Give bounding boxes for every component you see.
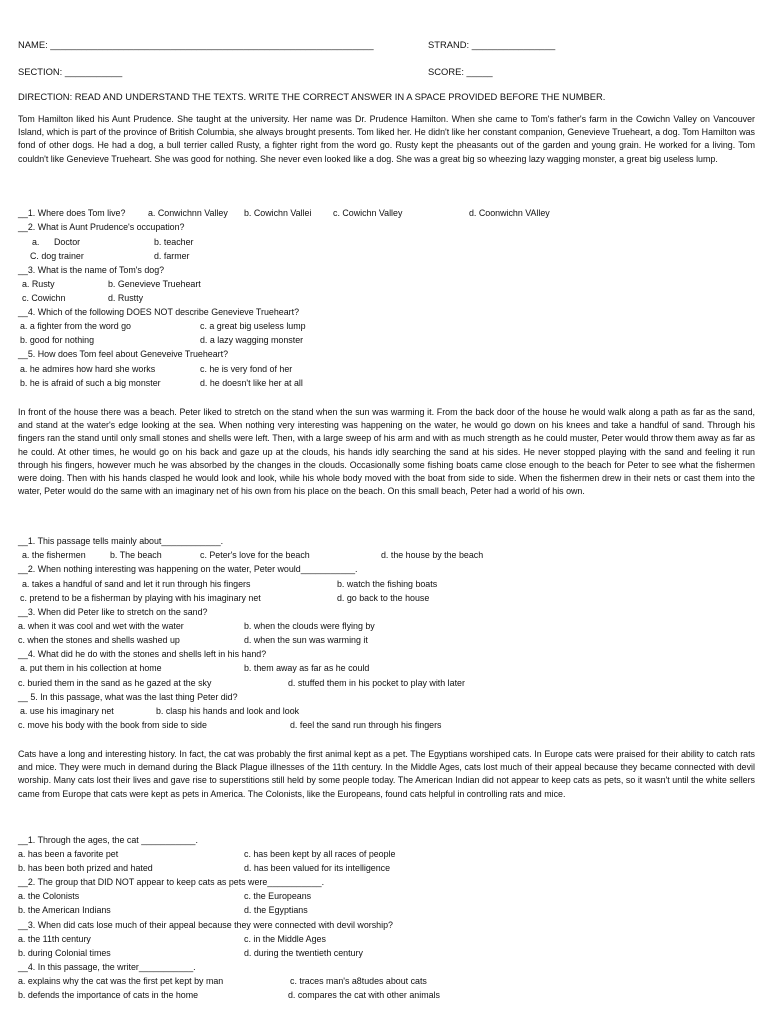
question-3-2: __2. The group that DID NOT appear to keep cats as pets were___________. (18, 877, 325, 887)
choice: a. Conwichnn Valley (148, 208, 228, 218)
choice: b. watch the fishing boats (337, 579, 438, 589)
choice: d. Rustty (108, 293, 144, 303)
strand-field: STRAND: ________________ (428, 39, 556, 50)
choice: a. Rusty (22, 279, 55, 289)
choice: d. stuffed them in his pocket to play with later (288, 678, 465, 688)
choice: a. he admires how hard she works (20, 364, 156, 374)
choice: d. Coonwichn VAlley (469, 208, 550, 218)
choice: c. has been kept by all races of people (244, 849, 396, 859)
choice: b. clasp his hands and look and look (156, 706, 300, 716)
choice: a. the fishermen (22, 550, 86, 560)
section-field: SECTION: ___________ (18, 66, 123, 77)
choice: c. in the Middle Ages (244, 934, 326, 944)
choice: a. the 11th century (18, 934, 91, 944)
choice: c. pretend to be a fisherman by playing with his imaginary net (20, 593, 261, 603)
question-2-5: __ 5. In this passage, what was the last thing Peter did? (18, 692, 238, 702)
choice: b. has been both prized and hated (18, 863, 153, 873)
name-field: NAME: ______________________________________________________________ (18, 39, 374, 50)
choice: c. Cowichn (22, 293, 66, 303)
choice: b. The beach (110, 550, 162, 560)
choice: b. them away as far as he could (244, 663, 370, 673)
choice: a. a fighter from the word go (20, 321, 131, 331)
choice: c. the Europeans (244, 891, 312, 901)
choice: d. has been valued for its intelligence (244, 863, 391, 873)
choice: a. when it was cool and wet with the water (18, 621, 184, 631)
choice: a. (32, 237, 40, 247)
question-2-4: __4. What did he do with the stones and shells left in his hand? (18, 649, 267, 659)
passage-peter-beach: In front of the house there was a beach. Peter liked to stretch on the stand when the sun was warming it. From the back door of the house he would walk along a path as far as the sand, and stand at the water's edge looking at the sea. When nothing very interesting was happening on the water, he would go down on his knees and take a handful of sand. Through his fingers ran the stand until only small stones and shells were left. Then, with a large sweep of his arm and with as much strength as he could muster, Peter would throw them away as far as he could. At other times, he would go on his back and gaze up at the clouds, his hands idly searching the sand at his sides. He never stopped playing with the sand and feeling it run through his fingers, however much he was absorbed by the changes in the clouds. Occasionally some fishing boats came close enough to the beach for Peter to see what the fishermen were doing. Then with his hands clasped he would look and look, while his whole body moved with the boat from side to side. When the fishermen drew in their nets or cast them into the water, Peter would do the same with an imaginary net of his own from his place on the beach. On this small beach, Peter had a world of his own. (18, 407, 755, 497)
choice: b. defends the importance of cats in the home (18, 990, 199, 1000)
choice: c. buried them in the sand as he gazed at the sky (18, 678, 212, 688)
choice: c. Cowichn Valley (333, 208, 403, 218)
choice: c. move his body with the book from side to side (18, 720, 207, 730)
choice: a. explains why the cat was the first pet kept by man (18, 976, 224, 986)
choice: c. a great big useless lump (200, 321, 306, 331)
choice: b. good for nothing (20, 335, 95, 345)
question-1-3: __3. What is the name of Tom's dog? (18, 265, 165, 275)
passage-cats-history: Cats have a long and interesting history. In fact, the cat was probably the first animal kept as a pet. The Egyptians worshiped cats. In Europe cats were praised for their ability to catch rats and mice. They were much in demand during the Black Plague illnesses of the 11th century. In the Middle Ages, cats lost much of their appeal because they became connected with devil worship. Many cats lost their lives and gave rise to superstitions still held by some people today. The American Indian did not appear to keep cats as pets, so it wasn't until the white sellers came from Europe that cats were kept as pets in America. The Colonists, like the Europeans, found cats helpful in controlling rats and mice. (18, 749, 755, 799)
question-2-2: __2. When nothing interesting was happening on the water, Peter would___________. (18, 564, 358, 574)
choice: d. during the twentieth century (244, 948, 363, 958)
choice: d. feel the sand run through his fingers (290, 720, 442, 730)
passage-tom-hamilton: Tom Hamilton liked his Aunt Prudence. She taught at the university. Her name was Dr. Prudence Hamilton. When she came to Tom's father's farm in the Cowichn Valley on Vancouver Island, which is part of the province of British Columbia, she always brought presents. Tom liked her. He didn't like her constant companion, Genevieve Trueheart, a dog. Tom Hamilton was fond of other dogs. He had a dog, a bull terrier called Rusty, a fighter right from the word go. Rusty kept the pheasants out of the garden and young grain. He worked for a living. Tom couldn't like Genevieve Trueheart. She was good for nothing. She never even looked like a dog. She was a great big so wheezing lazy wagging monster, a great big useless lump. (18, 114, 755, 164)
choice: b. during Colonial times (18, 948, 111, 958)
score-field: SCORE: _____ (428, 66, 493, 77)
question-1-2: __2. What is Aunt Prudence's occupation? (18, 222, 185, 232)
choice: b. teacher (154, 237, 194, 247)
choice: a. put them in his collection at home (20, 663, 162, 673)
question-3-4: __4. In this passage, the writer___________. (18, 962, 196, 972)
choice: d. he doesn't like her at all (200, 378, 303, 388)
question-2-1: __1. This passage tells mainly about____________. (18, 536, 224, 546)
choice: Doctor (54, 237, 81, 247)
question-1-4: __4. Which of the following DOES NOT describe Genevieve Trueheart? (18, 307, 300, 317)
choice: c. Peter's love for the beach (200, 550, 310, 560)
choice: b. when the clouds were flying by (244, 621, 375, 631)
choice: b. the American Indians (18, 905, 111, 915)
choice: a. takes a handful of sand and let it run through his fingers (22, 579, 251, 589)
choice: c. when the stones and shells washed up (18, 635, 180, 645)
direction-text: DIRECTION: READ AND UNDERSTAND THE TEXTS. WRITE THE CORRECT ANSWER IN A SPACE PROVIDED BEFORE THE NUMBER. (18, 91, 606, 102)
choice: d. farmer (154, 251, 190, 261)
choice: c. he is very fond of her (200, 364, 293, 374)
choice: a. use his imaginary net (20, 706, 114, 716)
choice: d. when the sun was warming it (244, 635, 368, 645)
choice: a. the Colonists (18, 891, 80, 901)
choice: c. traces man's a8tudes about cats (290, 976, 427, 986)
choice: b. Cowichn Vallei (244, 208, 312, 218)
choice: a. has been a favorite pet (18, 849, 119, 859)
question-2-3: __3. When did Peter like to stretch on the sand? (18, 607, 208, 617)
choice: d. the house by the beach (381, 550, 484, 560)
choice: b. he is afraid of such a big monster (20, 378, 161, 388)
question-1-5: __5. How does Tom feel about Geneveive Trueheart? (18, 349, 229, 359)
choice: d. go back to the house (337, 593, 430, 603)
choice: C. dog trainer (30, 251, 84, 261)
choice: b. Genevieve Trueheart (108, 279, 201, 289)
question-3-3: __3. When did cats lose much of their appeal because they were connected with devil worship? (18, 920, 393, 930)
question-1-1: __1. Where does Tom live? (18, 208, 126, 218)
choice: d. the Egyptians (244, 905, 308, 915)
question-3-1: __1. Through the ages, the cat ___________. (18, 835, 198, 845)
choice: d. a lazy wagging monster (200, 335, 304, 345)
choice: d. compares the cat with other animals (288, 990, 440, 1000)
